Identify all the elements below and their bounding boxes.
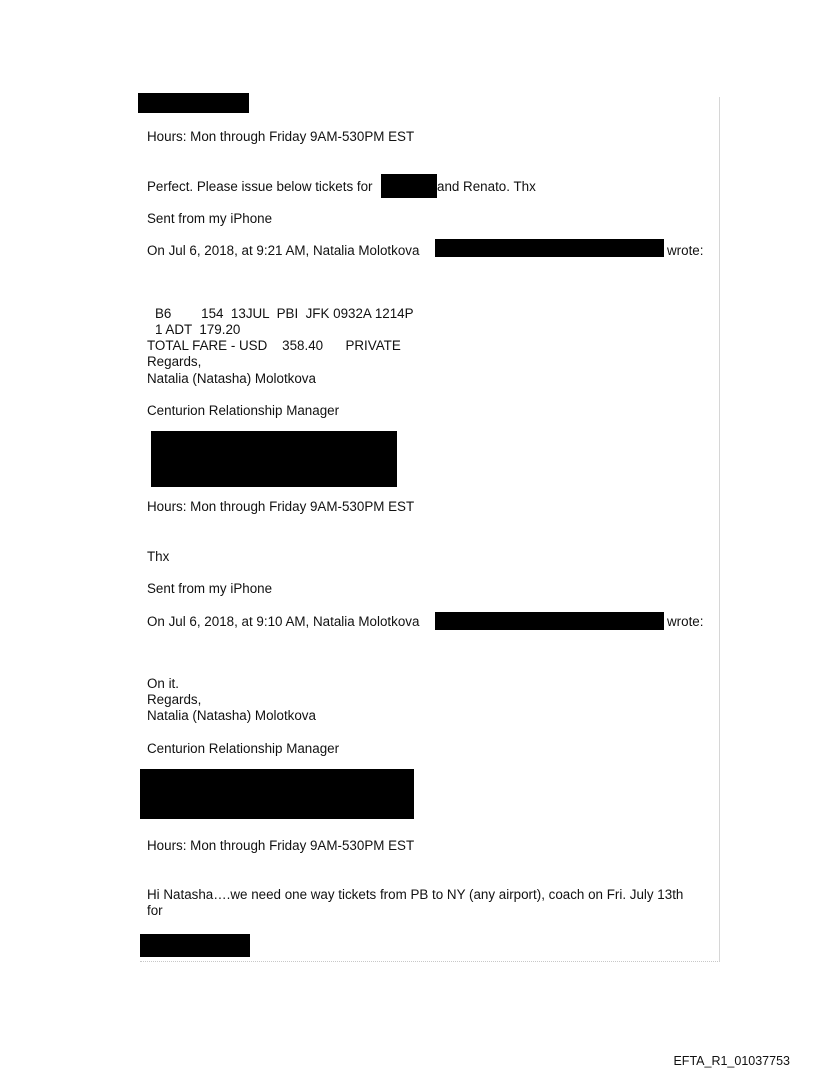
hours-line: Hours: Mon through Friday 9AM-530PM EST	[147, 129, 415, 144]
reply-header-end: wrote:	[667, 614, 704, 629]
request-message-line-2: for	[147, 903, 163, 918]
hours-line: Hours: Mon through Friday 9AM-530PM EST	[147, 499, 415, 514]
regards-line: Regards,	[147, 354, 202, 369]
signature-name: Natalia (Natasha) Molotkova	[147, 371, 316, 386]
reply-header-start: On Jul 6, 2018, at 9:10 AM, Natalia Molotkova	[147, 614, 420, 629]
thx-message: Thx	[147, 549, 170, 564]
adt-line: 1 ADT 179.20	[155, 322, 241, 337]
perfect-message-start: Perfect. Please issue below tickets for	[147, 179, 373, 194]
redaction-block-name	[381, 174, 437, 198]
reply-header-start: On Jul 6, 2018, at 9:21 AM, Natalia Molotkova	[147, 243, 420, 258]
signature-title: Centurion Relationship Manager	[147, 741, 340, 756]
redaction-block-header	[138, 93, 249, 113]
reply-header-end: wrote:	[667, 243, 704, 258]
redaction-block-email	[435, 612, 664, 630]
redaction-block-email	[435, 239, 664, 257]
redaction-block-contact	[140, 769, 414, 819]
request-message-line-1: Hi Natasha….we need one way tickets from PB to NY (any airport), coach on Fri. July 13th	[147, 887, 684, 902]
signature-name: Natalia (Natasha) Molotkova	[147, 708, 316, 723]
regards-line: Regards,	[147, 692, 202, 707]
perfect-message-end: and Renato. Thx	[437, 179, 536, 194]
itinerary-line: B6 154 13JUL PBI JFK 0932A 1214P	[155, 306, 414, 321]
total-fare-line: TOTAL FARE - USD 358.40 PRIVATE	[147, 338, 401, 353]
hours-line: Hours: Mon through Friday 9AM-530PM EST	[147, 838, 415, 853]
on-it-message: On it.	[147, 676, 179, 691]
sent-from-iphone: Sent from my iPhone	[147, 581, 273, 596]
signature-title: Centurion Relationship Manager	[147, 403, 340, 418]
redaction-block-contact	[151, 431, 397, 487]
redaction-block-names	[140, 934, 250, 957]
document-id: EFTA_R1_01037753	[673, 1054, 790, 1068]
sent-from-iphone: Sent from my iPhone	[147, 211, 273, 226]
